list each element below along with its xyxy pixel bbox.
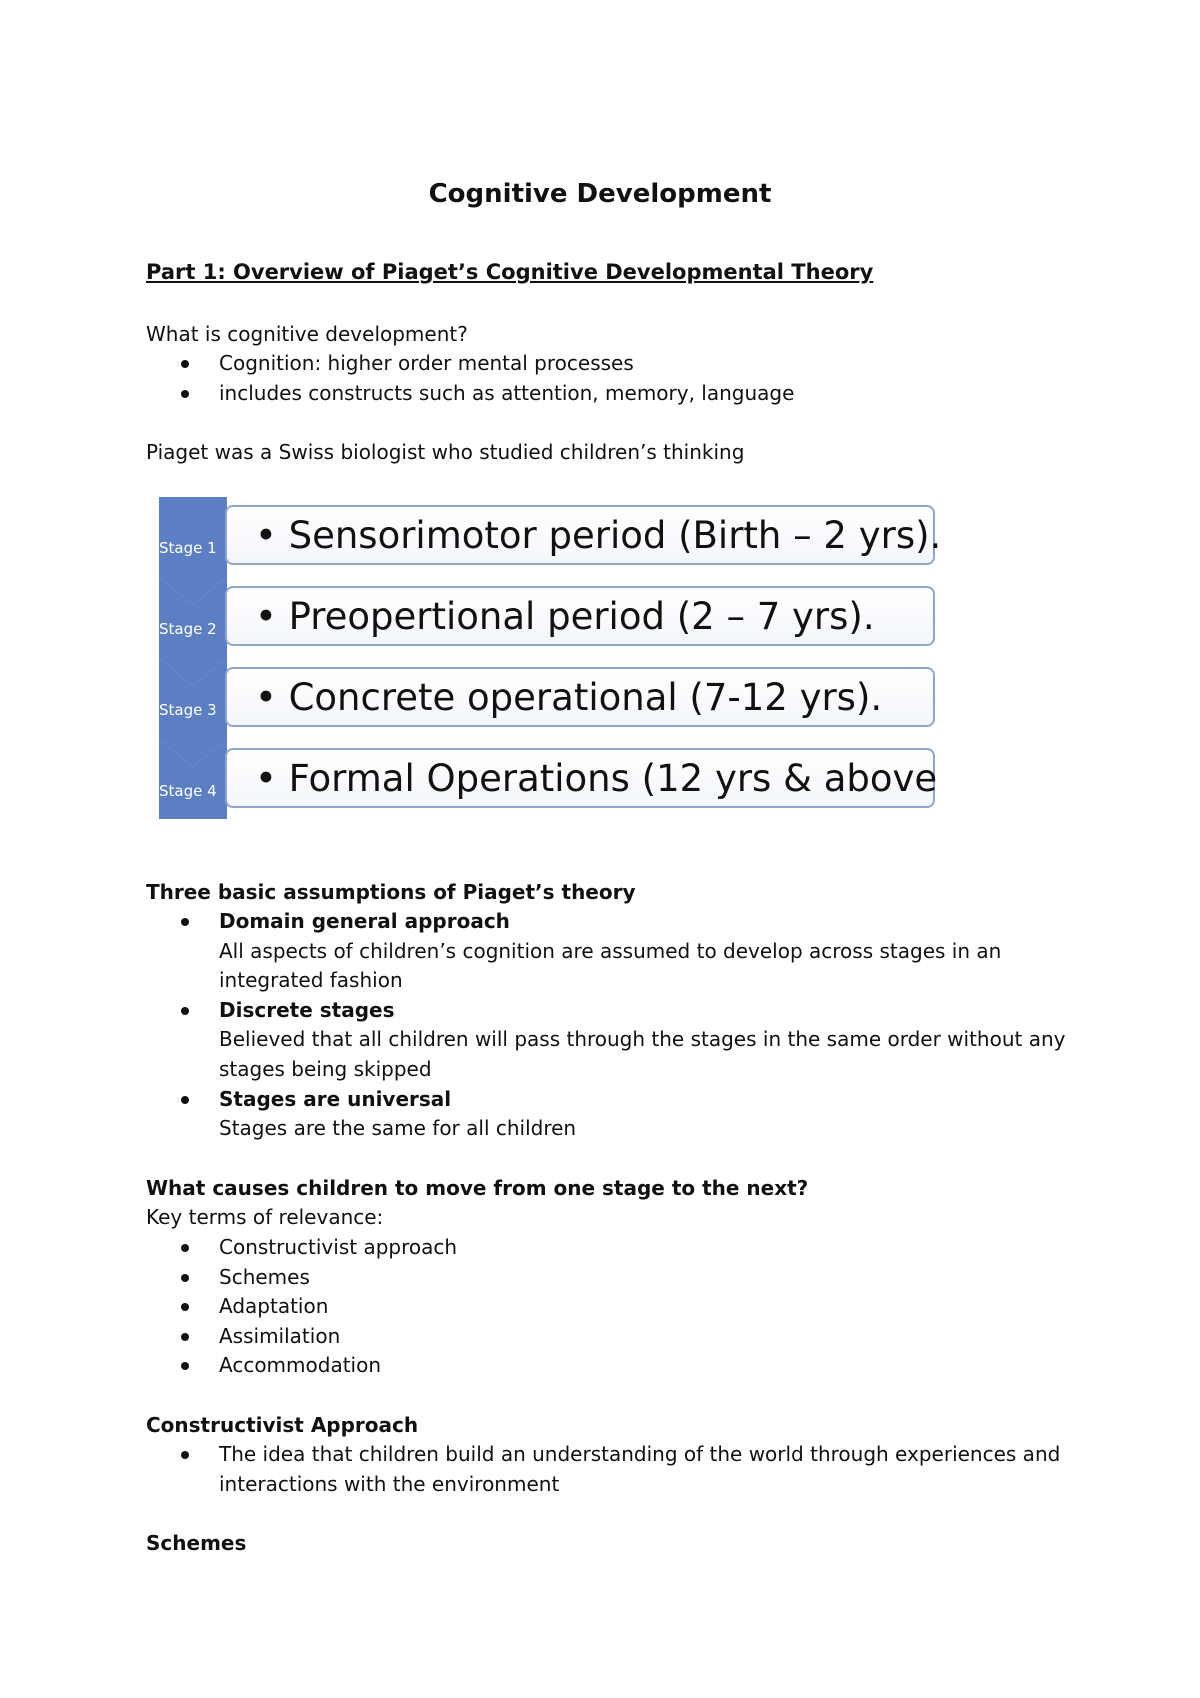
list-item: Accommodation	[146, 1351, 457, 1381]
list-item: Schemes	[146, 1263, 457, 1293]
assumption-desc: Stages are the same for all children	[219, 1116, 577, 1141]
list-item: Cognition: higher order mental processes	[146, 349, 794, 379]
bullet-icon	[181, 1096, 189, 1104]
stage-2-text: • Preopertional period (2 – 7 yrs).	[255, 595, 875, 638]
bullet-icon	[181, 1451, 189, 1459]
list-item: Constructivist approach	[146, 1233, 457, 1263]
bullet-icon	[181, 1303, 189, 1311]
assumption-term: Discrete stages	[219, 997, 395, 1022]
stage-4-box	[225, 748, 938, 808]
list-item	[146, 907, 1065, 996]
key-terms-list	[146, 1233, 457, 1381]
part1-heading: Part 1: Overview of Piaget’s Cognitive Developmental Theory	[146, 260, 874, 284]
stage-3-text: • Concrete operational (7-12 yrs).	[255, 676, 883, 719]
stage-4-text: • Formal Operations (12 yrs & above	[255, 757, 938, 800]
constructivist-heading: Constructivist Approach	[146, 1413, 419, 1437]
stage-diagram: Stage 1 Stage 2 Stage 3 Stage 4 • Sensorimotor period (Birth – 2 yrs). • Preopertional period (2 – 7 yrs). • Concrete operational (7-12 yrs). • Formal Operations (12 yrs & above	[155, 497, 945, 822]
list-item	[146, 996, 1065, 1085]
assumption-desc: All aspects of children’s cognition are assumed to develop across stages in an	[219, 938, 1002, 963]
piaget-intro: Piaget was a Swiss biologist who studied children’s thinking	[146, 440, 745, 464]
assumption-desc: Believed that all children will pass through the stages in the same order without any	[219, 1027, 1066, 1052]
list-item: Adaptation	[146, 1292, 457, 1322]
list-item: The idea that children build an understanding of the world through experiences and interactions with the environment	[146, 1440, 1060, 1499]
bullet-icon	[181, 360, 189, 368]
assumption-desc: stages being skipped	[219, 1056, 432, 1081]
question-text: What is cognitive development?	[146, 322, 468, 346]
schemes-heading: Schemes	[146, 1531, 247, 1555]
stage-2-box	[225, 586, 935, 646]
key-terms-label: Key terms of relevance:	[146, 1205, 384, 1229]
assumption-desc: integrated fashion	[219, 968, 403, 993]
constructivist-list	[146, 1440, 1060, 1499]
bullet-icon	[181, 1244, 189, 1252]
bullet-icon	[181, 1362, 189, 1370]
list-item: includes constructs such as attention, memory, language	[146, 379, 794, 409]
bullet-icon	[181, 1274, 189, 1282]
bullet-icon	[181, 1333, 189, 1341]
cognition-list	[146, 349, 794, 408]
stage-1-box	[225, 505, 942, 565]
assumption-term: Stages are universal	[219, 1086, 452, 1111]
list-item: Assimilation	[146, 1322, 457, 1352]
list-item	[146, 1085, 1065, 1144]
stage-3-box	[225, 667, 935, 727]
assumptions-heading: Three basic assumptions of Piaget’s theory	[146, 880, 636, 904]
bullet-icon	[181, 390, 189, 398]
bullet-icon	[181, 918, 189, 926]
document-title: Cognitive Development	[428, 179, 772, 209]
assumption-term: Domain general approach	[219, 909, 510, 933]
causes-heading: What causes children to move from one stage to the next?	[146, 1176, 809, 1200]
assumptions-list	[146, 907, 1065, 1144]
stage-1-text: • Sensorimotor period (Birth – 2 yrs).	[255, 514, 942, 557]
bullet-icon	[181, 1007, 189, 1015]
